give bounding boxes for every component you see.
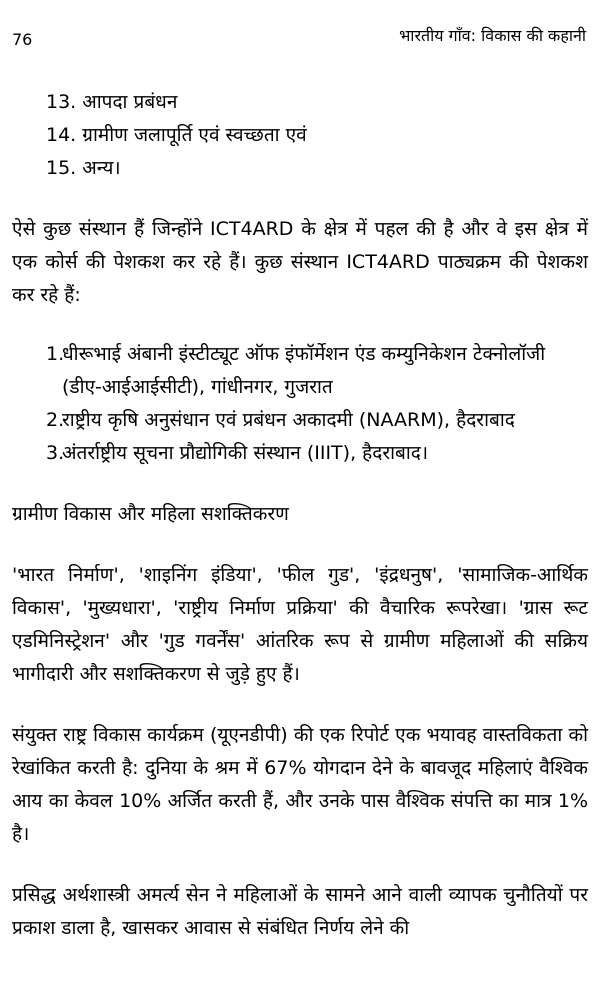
list-item xyxy=(12,437,588,470)
paragraph-undp: संयुक्त राष्ट्र विकास कार्यक्रम (यूएनडीपी) की एक रिपोर्ट एक भयावह वास्तविकता को रेखांकित करती है: दुनिया के श्रम में 67% योगदान देने के बावजूद महिलाएं वैश्विक आय का केवल 10% अर्जित करती हैं, और उनके पास वैश्विक संपत्ति का मात्र 1% है। xyxy=(12,724,588,845)
list-text: अंतर्राष्ट्रीय सूचना प्रौद्योगिकी संस्थान (IIIT), हैदराबाद। xyxy=(62,442,429,464)
list-number: 3. xyxy=(46,442,65,464)
section-heading: ग्रामीण विकास और महिला सशक्तिकरण xyxy=(12,503,289,525)
list-item: 15. अन्य। xyxy=(46,157,121,179)
sector-list xyxy=(12,86,588,185)
list-text: राष्ट्रीय कृषि अनुसंधान एवं प्रबंधन अकादमी (NAARM), हैदराबाद xyxy=(62,409,515,431)
page-header xyxy=(12,24,586,52)
institute-list xyxy=(12,338,588,470)
list-text: धीरूभाई अंबानी इंस्टीट्यूट ऑफ इंफॉर्मेशन एंड कम्युनिकेशन टेक्नोलॉजी (डीए-आईआईसीटी), गांधीनगर, गुजरात xyxy=(62,343,546,398)
paragraph-institutes-intro: ऐसे कुछ संस्थान हैं जिन्होंने ICT4ARD के क्षेत्र में पहल की है और वे इस क्षेत्र में एक कोर्स की पेशकश कर रहे हैं। कुछ संस्थान ICT4ARD पाठ्यक्रम की पेशकश कर रहे हैं: xyxy=(12,218,588,306)
running-title: भारतीय गाँव: विकास की कहानी xyxy=(399,26,586,45)
list-number: 2. xyxy=(46,409,65,431)
paragraph-concepts: 'भारत निर्माण', 'शाइनिंग इंडिया', 'फील गुड', 'इंद्रधनुष', 'सामाजिक-आर्थिक विकास', 'मुख्यधारा', 'राष्ट्रीय निर्माण प्रक्रिया' की वैचारिक रूपरेखा। 'ग्रास रूट एडमिनिस्ट्रेशन' और 'गुड गवर्नेंस' आंतरिक रूप से ग्रामीण महिलाओं की सक्रिय भागीदारी और सशक्तिकरण से जुड़े हुए हैं। xyxy=(12,564,588,685)
list-item xyxy=(12,404,588,437)
list-item: 14. ग्रामीण जलापूर्ति एवं स्वच्छता एवं xyxy=(46,124,307,146)
paragraph-amartya-sen: प्रसिद्ध अर्थशास्त्री अमर्त्य सेन ने महिलाओं के सामने आने वाली व्यापक चुनौतियों पर प्रकाश डाला है, खासकर आवास से संबंधित निर्णय लेने की xyxy=(12,884,588,939)
list-number: 1. xyxy=(46,343,65,365)
list-item: 13. आपदा प्रबंधन xyxy=(46,91,178,113)
page-content xyxy=(12,86,588,945)
list-item xyxy=(12,338,588,404)
page-number: 76 xyxy=(12,30,33,49)
